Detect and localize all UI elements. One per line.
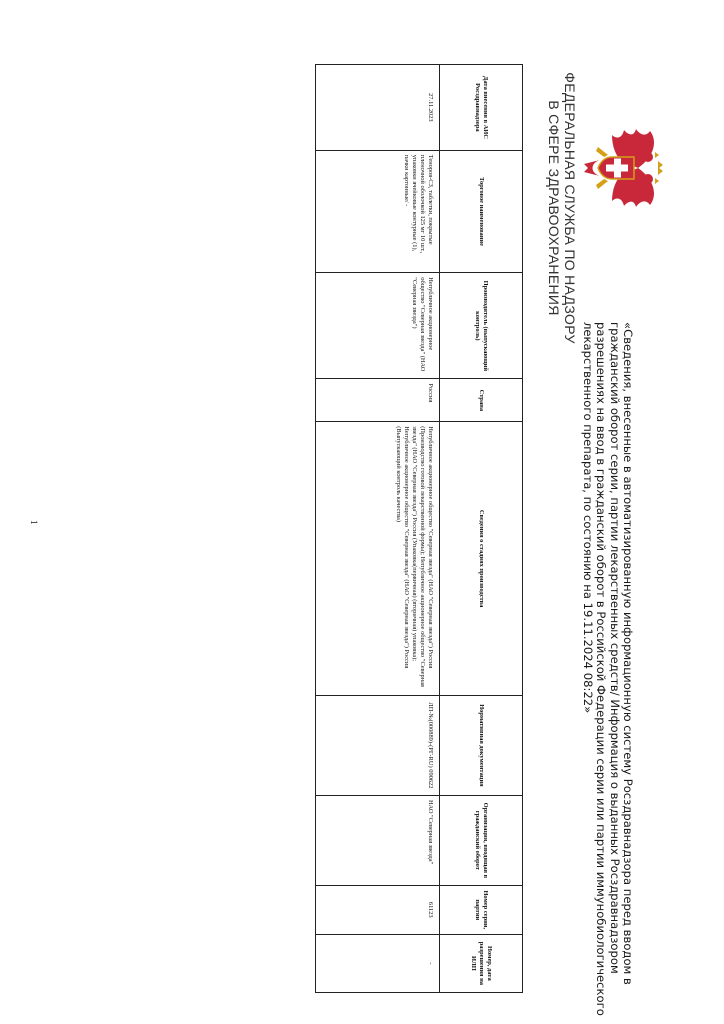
agency-name-line-2: В СФЕРЕ ЗДРАВООХРАНЕНИЯ [546, 100, 562, 316]
column-header-manufacturer: Производитель (выпускающий контроль) [440, 273, 523, 379]
cell-country: Россия [316, 379, 440, 422]
agency-name [546, 58, 578, 358]
column-header-organization: Организация, вводящая в гражданский оборот [440, 795, 523, 885]
column-header-trade-name: Торговое наименование [440, 150, 523, 273]
column-header-normative-doc: Нормативная документация [440, 695, 523, 795]
cell-stages: Непубличное акционерное общество "Северная звезда" (НАО "Северная звезда") Россия (Производство готовой лекарственной формы); Непубличное акционерное общество "Северная звезда" (НАО "Северная звезда") Россия (Упаковка(первичная) (вторичная) упаковка); Непубличное акционерное общество "Северная звезда" (НАО "Северная звезда") Россия (Выпускающий контроль качества) [316, 422, 440, 696]
agency-name-line-1: ФЕДЕРАЛЬНАЯ СЛУЖБА ПО НАДЗОРУ [562, 72, 578, 344]
double-headed-eagle-emblem-icon [578, 127, 664, 209]
cell-series: 61123 [316, 885, 440, 934]
cell-date: 27.11.2023 [316, 65, 440, 151]
batch-registry-table [315, 64, 523, 993]
cell-trade-name: Теноров-СЗ, таблетки, покрытые пленочной оболочкой 125 мг 10 шт., упаковки ячейковые контурные (1), пачки картонные/ - [316, 150, 440, 273]
document-title: «Сведения, внесенные в автоматизированную информационную систему Росздравнадзора перед вводом в гражданский оборот серии, партии лекарственных средств/ Информация о выданных Росздравнадзором разрешениях на ввод в гражданский оборот в Российской Федерации серии или партии иммунобиологического лекарственного препарата, по состоянию на 19.11.2024 08:22» [580, 322, 635, 1016]
column-header-permit: Номер, дата разрешения на ИЛП [440, 934, 523, 992]
page-number: 1 [29, 520, 39, 525]
column-header-country: Страна [440, 379, 523, 422]
table-header-row [440, 65, 523, 993]
cell-permit: - [316, 934, 440, 992]
column-header-series: Номер серии, партии [440, 885, 523, 934]
column-header-date: Дата внесения в АИС Росздравнадзора [440, 65, 523, 151]
cell-manufacturer: Непубличное акционерное общество "Северная звезда" (НАО "Северная звезда") [316, 273, 440, 379]
cell-organization: НАО "Северная звезда" [316, 795, 440, 885]
cell-normative-doc: ЛП-№(000889)-(РГ-RU) 090622 [316, 695, 440, 795]
column-header-stages: Сведения о стадиях производства [440, 422, 523, 696]
table-row [316, 65, 440, 993]
